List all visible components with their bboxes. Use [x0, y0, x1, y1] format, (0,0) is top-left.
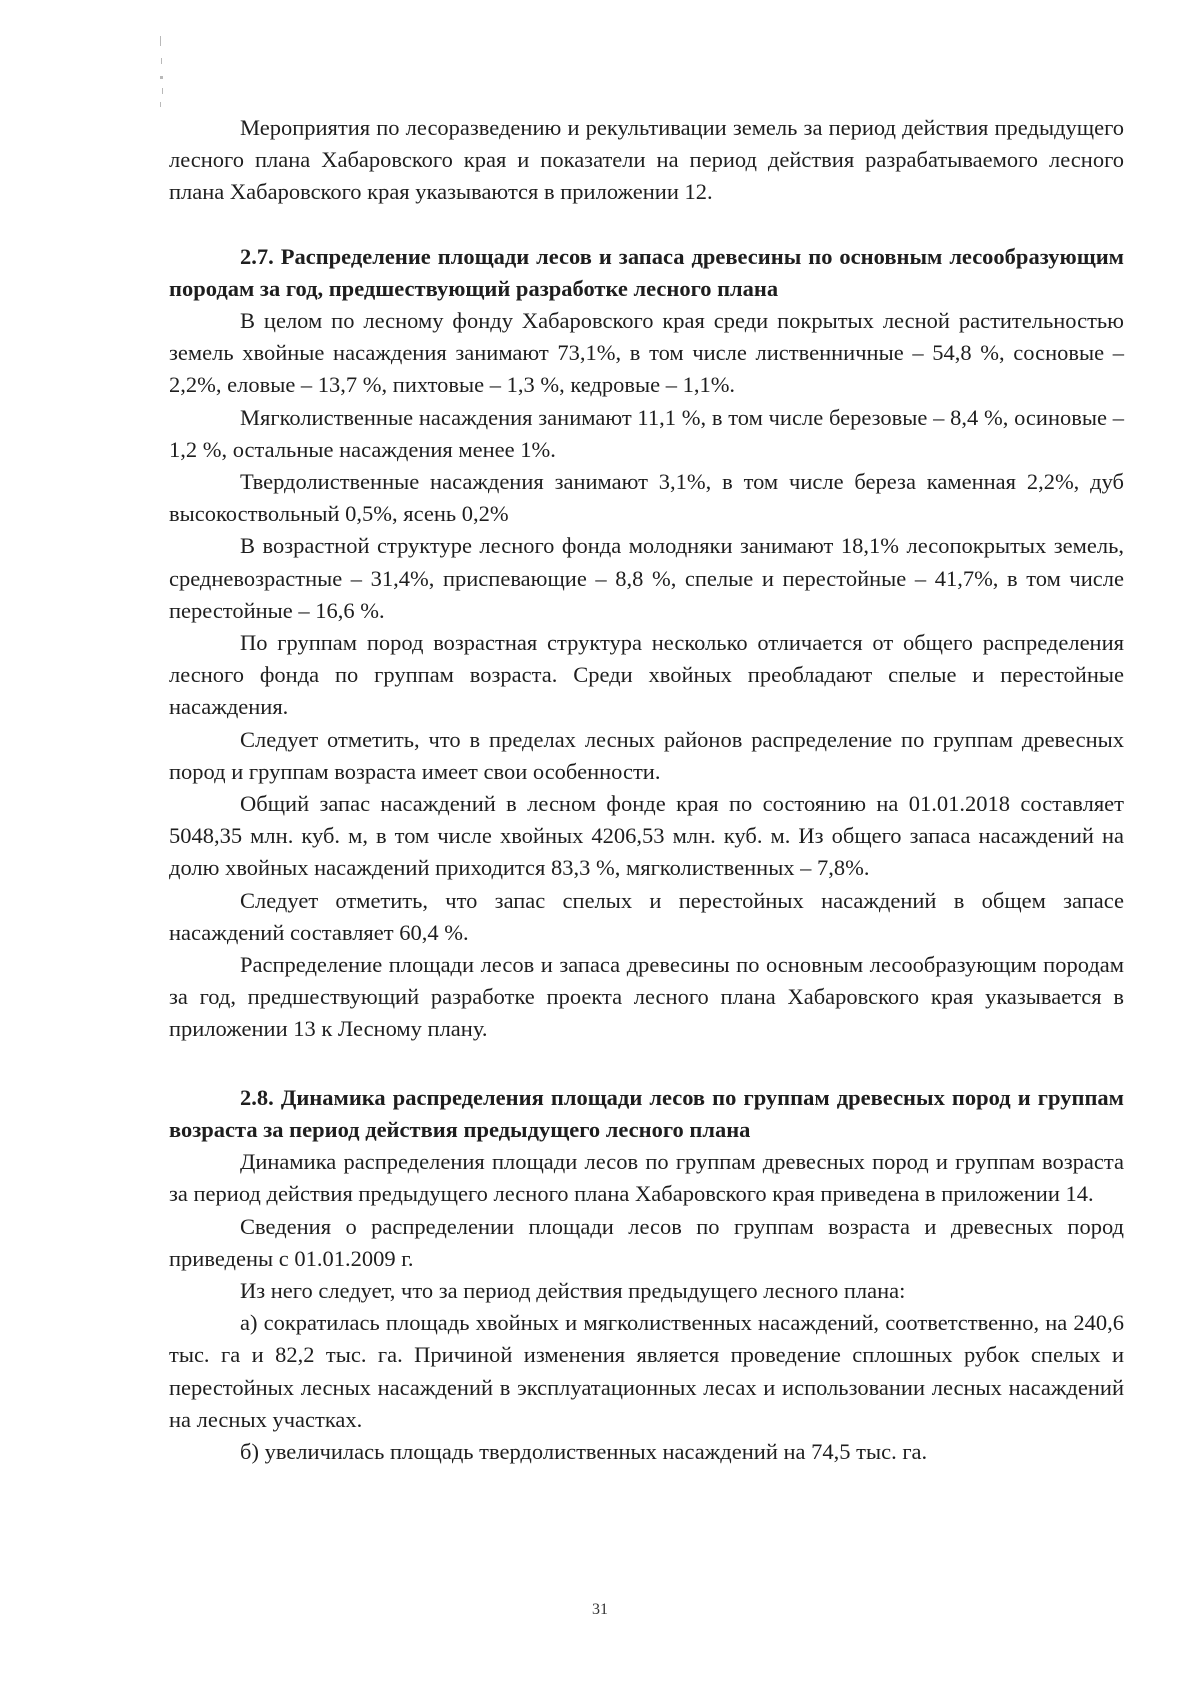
section-2-8-heading: 2.8. Динамика распределения площади лесов по группам древесных пород и группам возраста за период действия предыдущего лесного плана: [169, 1084, 1124, 1142]
page-number: 31: [592, 1601, 608, 1618]
intro-paragraph: Мероприятия по лесоразведению и рекультивации земель за период действия предыдущего лесного плана Хабаровского края и показатели на период действия разрабатываемого лесного плана Хабаровского края указываются в приложении 12.: [169, 115, 1124, 205]
section-2-7-paragraph: Следует отметить, что в пределах лесных районов распределение по группам древесных пород и группам возраста имеет свои особенности.: [169, 726, 1124, 784]
section-2-7-paragraph: Твердолиственные насаждения занимают 3,1%, в том числе береза каменная 2,2%, дуб высокоствольный 0,5%, ясень 0,2%: [169, 469, 1124, 527]
section-2-7-paragraph: Общий запас насаждений в лесном фонде края по состоянию на 01.01.2018 составляет 5048,35 млн. куб. м, в том числе хвойных 4206,53 млн. куб. м. Из общего запаса насаждений на долю хвойных насаждений приходится 83,3 %, мягколиственных – 7,8%.: [169, 791, 1124, 881]
scan-mark-5: [160, 102, 161, 107]
scan-mark-1: [160, 36, 161, 46]
scan-mark-2: [161, 58, 162, 64]
section-2-7-paragraph: Мягколиственные насаждения занимают 11,1 %, в том числе березовые – 8,4 %, осиновые – 1,2 %, остальные насаждения менее 1%.: [169, 404, 1124, 462]
scan-mark-4: [162, 88, 163, 94]
scan-mark-3: [160, 76, 163, 79]
section-2-8-paragraph: б) увеличилась площадь твердолиственных насаждений на 74,5 тыс. га.: [240, 1438, 928, 1464]
section-2-7-paragraph: В целом по лесному фонду Хабаровского края среди покрытых лесной растительностью земель хвойные насаждения занимают 73,1%, в том числе лиственничные – 54,8 %, сосновые – 2,2%, еловые – 13,7 %, пихтовые – 1,3 %, кедровые – 1,1%.: [169, 308, 1124, 398]
section-2-7-paragraph: Распределение площади лесов и запаса древесины по основным лесообразующим породам за год, предшествующий разработке проекта лесного плана Хабаровского края указывается в приложении 13 к Лесному плану.: [169, 952, 1124, 1042]
section-2-8-paragraph: Динамика распределения площади лесов по группам древесных пород и группам возраста за период действия предыдущего лесного плана Хабаровского края приведена в приложении 14.: [169, 1149, 1124, 1207]
section-2-8-paragraph: Сведения о распределении площади лесов по группам возраста и древесных пород приведены с 01.01.2009 г.: [169, 1213, 1124, 1271]
section-2-8-paragraph: а) сократилась площадь хвойных и мягколиственных насаждений, соответственно, на 240,6 тыс. га и 82,2 тыс. га. Причиной изменения является проведение сплошных рубок спелых и перестойных лесных насаждений в эксплуатационных лесах и использовании лесных насаждений на лесных участках.: [169, 1310, 1124, 1432]
section-2-7-paragraph: В возрастной структуре лесного фонда молодняки занимают 18,1% лесопокрытых земель, средневозрастные – 31,4%, приспевающие – 8,8 %, спелые и перестойные – 41,7%, в том числе перестойные – 16,6 %.: [169, 533, 1124, 623]
document-page: [169, 112, 1124, 1468]
section-2-8-paragraph: Из него следует, что за период действия предыдущего лесного плана:: [240, 1277, 906, 1303]
section-2-7-paragraph: По группам пород возрастная структура несколько отличается от общего распределения лесного фонда по группам возраста. Среди хвойных преобладают спелые и перестойные насаждения.: [169, 630, 1124, 720]
section-2-7-paragraph: Следует отметить, что запас спелых и перестойных насаждений в общем запасе насаждений составляет 60,4 %.: [169, 887, 1124, 945]
section-2-7-heading: 2.7. Распределение площади лесов и запаса древесины по основным лесообразующим породам за год, предшествующий разработке лесного плана: [169, 243, 1124, 301]
